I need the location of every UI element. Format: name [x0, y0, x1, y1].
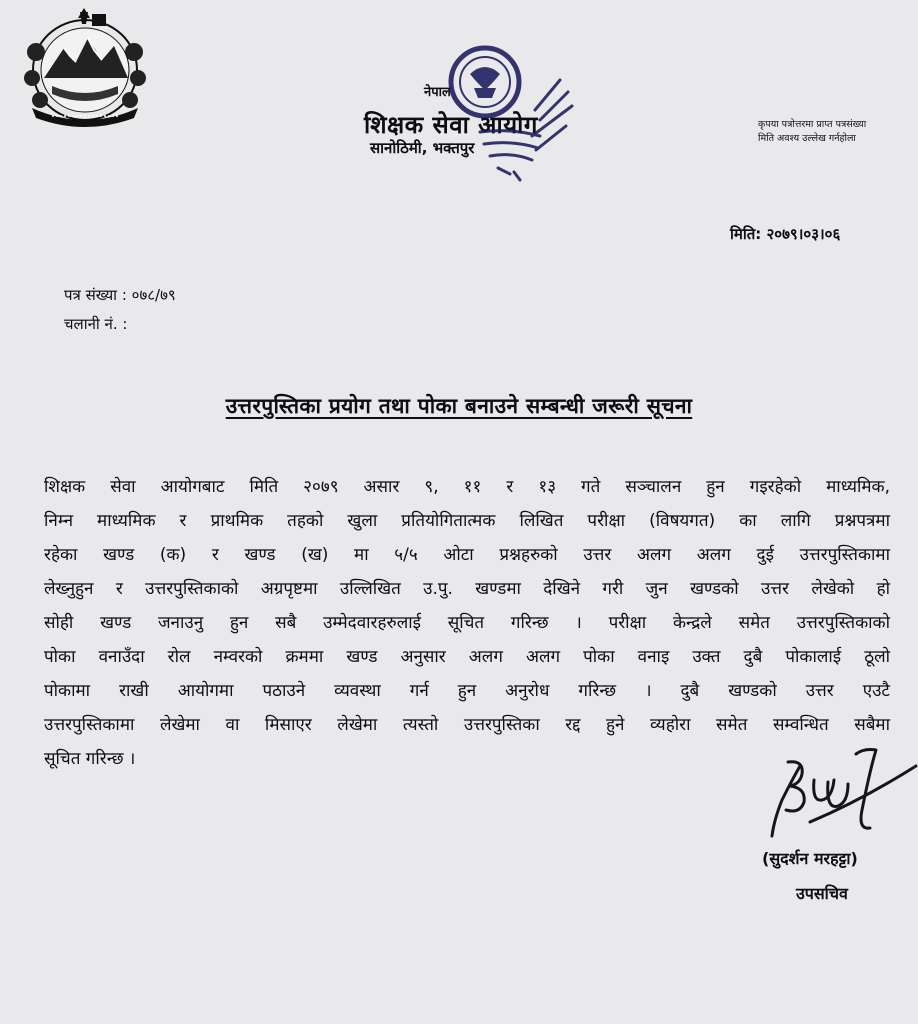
body-line: पोका वनाउँदा रोल नम्वरको क्रममा खण्ड अनुसार अलग अलग पोका वनाइ उक्त दुबै पोकालाई ठूलो: [44, 647, 890, 667]
notice-subject: [0, 392, 918, 420]
body-line: निम्न माध्यमिक र प्राथमिक तहको खुला प्रतियोगितात्मक लिखित परीक्षा (विषयगत) का लागि प्रश्नपत्रमा: [44, 511, 890, 531]
signer-name: (सुदर्शन मरहट्टा): [762, 849, 858, 868]
letter-date: मिति: २०७९।०३।०६: [730, 225, 841, 243]
body-line: शिक्षक सेवा आयोगबाट मिति २०७९ असार ९, ११ र १३ गते सञ्चालन हुन गइरहेको माध्यमिक,: [44, 477, 890, 497]
country-name: नेपाल: [424, 85, 451, 100]
dispatch-number: चलानी नं. :: [64, 315, 128, 333]
official-seal-icon: [440, 40, 580, 190]
letter-meta: [64, 281, 176, 339]
body-line: रहेका खण्ड (क) र खण्ड (ख) मा ५/५ ओटा प्रश्नहरुको उत्तर अलग अलग दुई उत्तरपुस्तिकामा: [44, 545, 890, 565]
body-line: सोही खण्ड जनाउनु हुन सबै उम्मेदवारहरुलाई सूचित गरिन्छ । परीक्षा केन्द्रले समेत उत्तरपुस्तिकाको: [44, 613, 890, 633]
signature-icon: [752, 740, 918, 850]
organization-name: शिक्षक सेवा आयोग: [364, 111, 538, 139]
subject-text: उत्तरपुस्तिका प्रयोग तथा पोका बनाउने सम्बन्धी जरूरी सूचना: [225, 394, 693, 418]
body-line: उत्तरपुस्तिकामा लेखेमा वा मिसाएर लेखेमा त्यस्तो उत्तरपुस्तिका रद्द हुने व्यहोरा समेत सम्वन्धित सबैमा: [44, 715, 890, 735]
body-line: लेख्नुहुन र उत्तरपुस्तिकाको अग्रपृष्टमा उल्लिखित उ.पु. खण्डमा देखिने गरी जुन खण्डको उत्तर लेखेको हो: [44, 579, 890, 599]
signer-designation: उपसचिव: [796, 884, 848, 903]
organization-address: सानोठिमी, भक्तपुर: [370, 139, 475, 157]
nepal-emblem-icon: [22, 8, 148, 130]
notice-body: [44, 470, 890, 776]
body-line: पोकामा राखी आयोगमा पठाउने व्यवस्था गर्न हुन अनुरोध गरिन्छ । दुबै खण्डको उत्तर एउटै: [44, 681, 890, 701]
reference-note-line: कृपया पत्रोत्तरमा प्राप्त पत्रसंख्या: [758, 119, 867, 130]
reference-note-line: मिति अवश्य उल्लेख गर्नहोला: [758, 133, 856, 144]
reference-note: [758, 118, 908, 146]
letter-number: पत्र संख्या : ०७८/७९: [64, 286, 176, 304]
body-line: सूचित गरिन्छ ।: [44, 749, 136, 769]
